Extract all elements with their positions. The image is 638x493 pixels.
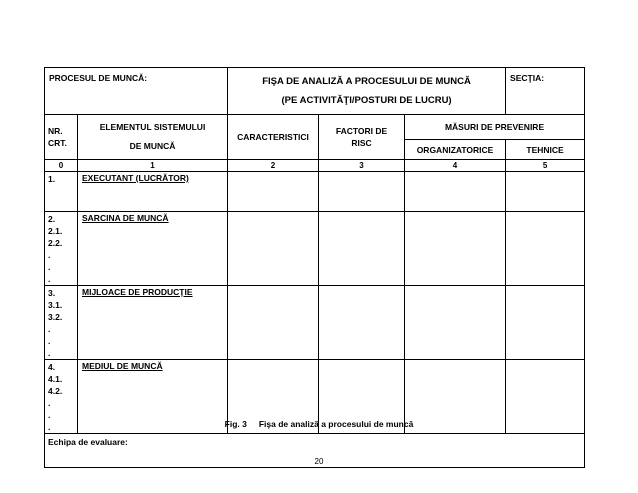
organizatorice-cell[interactable] (405, 286, 506, 360)
row-number: 4. (48, 362, 56, 372)
caracteristici-cell[interactable] (228, 212, 319, 286)
row-number: 2. (48, 214, 56, 224)
element-label: MEDIUL DE MUNCĂ (82, 361, 163, 371)
row-number-cell (45, 172, 78, 212)
element-line2: DE MUNCĂ (129, 141, 176, 151)
row-dot: . (48, 422, 51, 432)
row-number: 3. (48, 288, 56, 298)
risk-analysis-form (44, 67, 585, 468)
row-number: 1. (48, 174, 56, 184)
row-dot: . (48, 274, 51, 284)
row-subnumber: 4.1. (48, 374, 63, 384)
row-number-cell (45, 286, 78, 360)
element-cell (78, 212, 228, 286)
tehnice-cell[interactable] (506, 286, 585, 360)
row-subnumber: 3.2. (48, 312, 63, 322)
form-title-line2: (PE ACTIVITĂŢI/POSTURI DE LUCRU) (281, 95, 452, 106)
nr-line2: CRT. (48, 138, 67, 148)
col-header-nr (45, 115, 78, 160)
proces-de-munca-field[interactable] (45, 68, 228, 115)
row-dot: . (48, 262, 51, 272)
nr-line1: NR. (48, 126, 63, 136)
factori-cell[interactable] (319, 172, 405, 212)
element-label: SARCINA DE MUNCĂ (82, 213, 169, 223)
organizatorice-cell[interactable] (405, 212, 506, 286)
proces-de-munca-label: PROCESUL DE MUNCĂ: (49, 73, 148, 83)
element-label: EXECUTANT (LUCRĂTOR) (82, 173, 189, 183)
tehnice-cell[interactable] (506, 172, 585, 212)
element-cell (78, 172, 228, 212)
col-header-masuri: MĂSURI DE PREVENIRE (405, 115, 585, 140)
col-header-organizatorice: ORGANIZATORICE (405, 140, 506, 160)
col-header-factori (319, 115, 405, 160)
col-header-element (78, 115, 228, 160)
element-cell (78, 286, 228, 360)
factori-cell[interactable] (319, 212, 405, 286)
organizatorice-cell[interactable] (405, 172, 506, 212)
column-number-1: 1 (78, 160, 228, 172)
form-title-line1: FIŞA DE ANALIZĂ A PROCESULUI DE MUNCĂ (262, 76, 471, 87)
evaluation-team-label: Echipa de evaluare: (48, 437, 128, 447)
row-dot: . (48, 348, 51, 358)
page-number: 20 (314, 457, 324, 466)
column-number-4: 4 (405, 160, 506, 172)
column-number-2: 2 (228, 160, 319, 172)
row-dot: . (48, 250, 51, 260)
element-line1: ELEMENTUL SISTEMULUI (99, 122, 206, 132)
factori-cell[interactable] (319, 286, 405, 360)
row-dot: . (48, 398, 51, 408)
caracteristici-cell[interactable] (228, 286, 319, 360)
element-label: MIJLOACE DE PRODUCŢIE (82, 287, 193, 297)
sectia-field[interactable] (506, 68, 585, 115)
form-title (228, 68, 506, 115)
row-dot: . (48, 324, 51, 334)
figure-caption-text: Fişa de analiză a procesului de muncă (258, 419, 414, 429)
sectia-label: SECŢIA: (510, 73, 545, 83)
table-row (45, 286, 585, 360)
column-number-0: 0 (45, 160, 78, 172)
table-row (45, 212, 585, 286)
row-number-cell (45, 212, 78, 286)
col-header-tehnice: TEHNICE (506, 140, 585, 160)
row-dot: . (48, 410, 51, 420)
row-subnumber: 3.1. (48, 300, 63, 310)
row-subnumber: 2.2. (48, 238, 63, 248)
caracteristici-cell[interactable] (228, 172, 319, 212)
row-dot: . (48, 336, 51, 346)
tehnice-cell[interactable] (506, 212, 585, 286)
column-header-row (45, 115, 585, 140)
table-row (45, 172, 585, 212)
column-number-5: 5 (506, 160, 585, 172)
factori-line2: RISC (351, 138, 372, 148)
form-header-row (45, 68, 585, 115)
figure-number: Fig. 3 (224, 419, 247, 429)
factori-line1: FACTORI DE (335, 126, 388, 136)
row-subnumber: 2.1. (48, 226, 63, 236)
figure-caption (0, 419, 638, 429)
row-subnumber: 4.2. (48, 386, 63, 396)
column-number-3: 3 (319, 160, 405, 172)
col-header-caracteristici: CARACTERISTICI (228, 115, 319, 160)
column-number-row (45, 160, 585, 172)
